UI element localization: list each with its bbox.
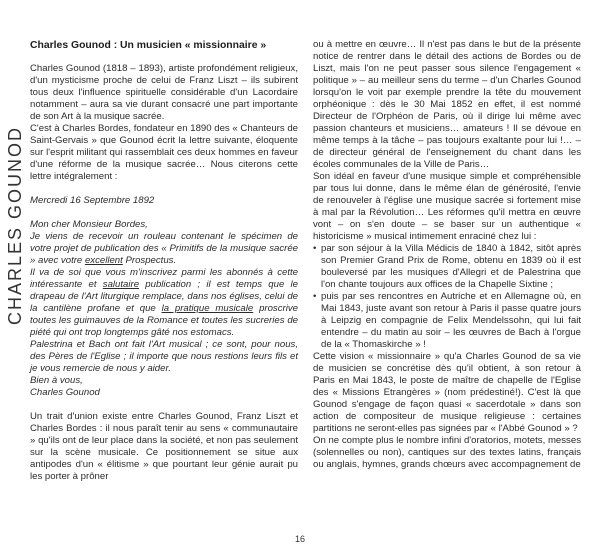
left-column [30, 40, 298, 483]
spacer [30, 207, 298, 219]
right-column [313, 39, 581, 471]
letter-text: Je viens de recevoir un rouleau contenant le spécimen de votre projet de publication des « Primitifs de la musique sacrée » avec votre [30, 231, 298, 266]
letter-paragraph-1 [30, 231, 298, 267]
letter-text: Prospectus. [122, 255, 177, 266]
intro-paragraph: Charles Gounod (1818 – 1893), artiste profondément religieux, d'un mysticisme proche de celui de Franz Liszt – ils subirent tous deux l'influence spirituelle considérable d'un Lacordaire notamment – aura sa vie durant consacré une part importante de son Art à la musique sacrée. [30, 63, 298, 122]
list-item: • par son séjour à la Villa Médicis de 1840 à 1842, sitôt après son Premier Grand Prix de Rome, obtenu en 1839 où il est bouleversé par les musiques d'Allegri et de Palestrina que l'on chante toujours aux offices de la Chapelle Sixtine ; [313, 243, 581, 291]
side-title-text: CHARLES GOUNOD [5, 125, 26, 325]
letter-text: Il va de soi que vous m'inscrivez parmi les abonnés à cette intéressante et [30, 267, 298, 290]
letter-closing: Bien à vous, [30, 375, 83, 386]
letter-date: Mercredi 16 Septembre 1892 [30, 195, 155, 206]
letter-text: publication ; il est temps que le drapeau de l'Art liturgique remplace, dans nos églises, celui de la cantilène profane et que [30, 279, 298, 314]
works-paragraph: On ne compte plus le nombre infini d'oratorios, motets, messes (solennelles ou non), cantiques sur des textes latins, français ou anglais, hymnes, grands chœurs avec accompagnement de [313, 435, 581, 470]
side-title [3, 125, 29, 325]
underlined-word: salutaire [102, 279, 140, 290]
bordes-paragraph: C'est à Charles Bordes, fondateur en 1890 des « Chanteurs de Saint-Gervais » que Gounod écrit la lettre suivante, éloquente sur l'esprit militant qui rassemblait ces deux hommes en faveur d'une réforme de la musique sacrée… Nous citerons cette lettre intégralement : [30, 123, 298, 182]
influence-list [313, 243, 581, 351]
trait-paragraph: Un trait d'union existe entre Charles Gounod, Franz Liszt et Charles Bordes : il nous paraît tenir au sens « communautaire » qu'ils ont de leur place dans la société, et non pas seulement sur la scène musicale. Ce positionnement se situe aux antipodes d'un « élitisme » que pourtant leur génie aurait pu les porter à prôner [30, 411, 298, 482]
underlined-word: excellent [84, 255, 123, 266]
article-heading: Charles Gounod : Un musicien « missionnaire » [30, 40, 267, 51]
list-item: • puis par ses rencontres en Autriche et en Allemagne où, en Mai 1843, juste avant son retour à Paris il passe quatre jours à Leipzig en compagnie de Felix Mendelssohn, qui lui fait entendre – du matin au soir – les œuvres de Bach à l'orgue de la « Thomaskirche » ! [313, 291, 581, 351]
letter-signature: Charles Gounod [30, 387, 100, 398]
letter-salutation: Mon cher Monsieur Bordes, [30, 219, 148, 230]
orpheon-paragraph: ou à mettre en œuvre… Il n'est pas dans le but de la présente notice de rentrer dans le détail des actions de Bordes ou de Liszt, mais l'on ne peut passer sous silence l'engagement « politique » – au meilleur sens du terme – d'un Charles Gounod lorsqu'on le voit par exemple prendre la tête du mouvement orphéonique : dès le 30 Mai 1852 en effet, il est nommé Directeur de l'Orphéon de Paris, où il dirige lui même avec passion chanteurs et musiciens… amateurs ! Il se dévoue en même temps à la tâche – pas toujours exaltante pour lui !… – de directeur général de l'enseignement du chant dans les écoles communales de la Ville de Paris… [313, 39, 581, 170]
letter-text: proscrive toutes les guimauves de la Romance et toutes les sucreries de piété qui ont trop longtemps gâté nos estomacs. [30, 303, 298, 338]
spacer [30, 183, 298, 195]
page-number: 16 [294, 534, 305, 544]
letter-paragraph-2 [30, 267, 298, 339]
underlined-phrase: la pratique musicale [161, 303, 254, 314]
spacer [30, 399, 298, 411]
letter-paragraph-3: Palestrina et Bach ont fait l'Art musical ; ce sont, pour nous, des Pères de l'Eglise ; il importe que nous restions leurs fils et je vous remercie de nous y aider. [30, 339, 298, 374]
ideal-paragraph: Son idéal en faveur d'une musique simple et compréhensible par tous lui donne, dans le même élan de générosité, l'envie de renouveler à l'église une musique sacrée si fortement mise à mal par la Révolution… Les réformes qu'il mettra en œuvre vont – on s'en doute – se baser sur un authentique « historicisme » musical intimement enraciné chez lui : [313, 171, 581, 242]
vision-paragraph: Cette vision « missionnaire » qu'a Charles Gounod de sa vie de musicien se concrétise dès qu'il obtient, à son retour à Paris en Mai 1843, le poste de maître de chapelle de l'Eglise des « Missions Etrangères » (nom prédestiné!). C'est là que Gounod s'engage de façon quasi « sacerdotale » dans son action de compositeur de musique religieuse : certaines partitions ne seront-elles pas signées par « l'Abbé Gounod » ? [313, 351, 581, 434]
